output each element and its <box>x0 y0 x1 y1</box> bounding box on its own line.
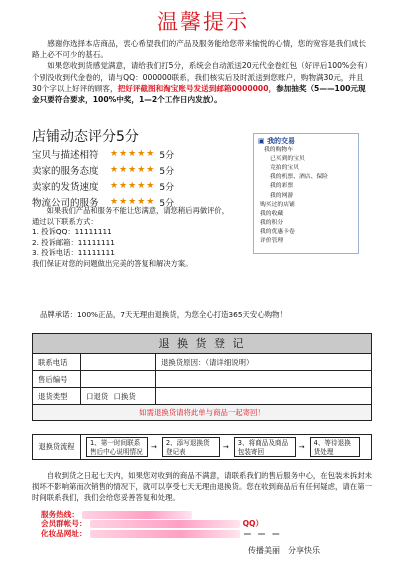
flow-step-4: 4、等待退换货处理 <box>310 437 360 457</box>
arrow-right-icon: → <box>298 443 305 451</box>
folder-icon: ▣ <box>258 137 265 145</box>
complaint-close: 我们保证对您的问题做出完美的答复和解决方案。 <box>32 258 193 268</box>
sidebar-item-coupons[interactable]: 我的优惠卡卷 <box>260 228 295 235</box>
complaint-qq: 1. 投诉QQ：11111111 <box>32 227 112 237</box>
sidebar-item-games[interactable]: 我的网游 <box>270 192 294 199</box>
shop-rating-heading: 店铺动态评分5分 <box>32 129 139 145</box>
redacted-website <box>90 530 240 538</box>
rating-score: 5分 <box>159 150 175 161</box>
star-icon: ★★★★★ <box>110 149 156 159</box>
my-trades-heading[interactable]: ▣ 我的交易 <box>258 137 296 145</box>
intro-paragraph-2 <box>32 60 372 105</box>
contact-info <box>41 510 282 538</box>
return-exchange-form <box>32 333 372 421</box>
return-flow <box>32 434 372 460</box>
sidebar-item-auction[interactable]: 竞拍的宝贝 <box>270 165 299 172</box>
return-type-label: 退货类型 <box>33 388 81 404</box>
page-title: 温馨提示 <box>157 10 249 34</box>
website-row: 化妆品网址： — — — <box>41 528 282 538</box>
star-icon: ★★★★★ <box>110 197 156 207</box>
sidebar-item-travel[interactable]: 我的机票、酒店、保险 <box>270 174 328 181</box>
complaint-phone: 3. 投诉电话：11111111 <box>32 248 115 258</box>
slogan: 传播美丽 分享快乐 <box>248 546 320 555</box>
brand-pledge: 品牌承诺：100%正品，7天无理由退换货，为您全心打造365天安心购物！ <box>40 310 287 319</box>
rating-score: 5分 <box>159 182 175 193</box>
member-group-row: 会员群帐号： QQ） <box>41 519 264 529</box>
complaint-section <box>32 206 232 270</box>
intro-screenshot-instruction: 把好评截图和淘宝账号发送到邮箱0000000， <box>117 83 277 93</box>
sidebar-item-points[interactable]: 我的积分 <box>260 219 284 226</box>
order-number-field[interactable] <box>81 371 156 387</box>
rating-label: 宝贝与描述相符 <box>32 150 99 161</box>
redacted-group <box>90 520 240 528</box>
rating-label: 物流公司的服务 <box>32 198 99 209</box>
sidebar-item-lottery[interactable]: 我的彩票 <box>270 183 294 190</box>
intro-text <box>32 38 372 105</box>
rating-label: 卖家的发货速度 <box>32 182 99 193</box>
sidebar-item-shops[interactable]: 购买过的店铺 <box>260 201 295 208</box>
hotline-row: 服务热线： <box>41 510 282 519</box>
return-type-options <box>81 388 156 404</box>
star-icon: ★★★★★ <box>110 165 156 175</box>
rating-row-service <box>32 162 202 178</box>
my-trades-panel <box>253 133 359 254</box>
form-warning: 如需退换货请将此单与商品一起寄回！ <box>33 405 371 420</box>
intro-paragraph-1: 感谢你选择本店商品，衷心希望我们的产品及服务能给您带来愉悦的心情，您的宽容是我们成长路上必不可少的基石。 <box>32 39 367 60</box>
return-reason-field[interactable] <box>156 371 371 387</box>
flow-step-3: 3、将商品及商品包装寄回 <box>234 437 296 457</box>
exchange-checkbox[interactable]: 口换货 <box>113 392 136 401</box>
form-header: 退 换 货 登 记 <box>33 334 371 354</box>
complaint-email: 2. 投诉邮箱：11111111 <box>32 237 115 247</box>
rating-label: 卖家的服务态度 <box>32 166 99 177</box>
rating-score: 5分 <box>159 166 175 177</box>
return-reason-field-extra[interactable] <box>156 388 371 404</box>
sidebar-item-favorites[interactable]: 我的收藏 <box>260 210 284 217</box>
intro-lottery-text: 参加抽奖（5——100元现金只要符合要求，100%中奖，1—2个工作日内发放）。 <box>32 83 366 105</box>
arrow-right-icon: → <box>222 443 229 451</box>
sidebar-item-reviews[interactable]: 评价管理 <box>260 238 284 245</box>
contact-phone-field[interactable] <box>81 354 156 370</box>
arrow-right-icon: → <box>151 443 157 451</box>
sidebar-item-bought[interactable]: 已买到的宝贝 <box>270 156 305 163</box>
rating-row-shipping <box>32 178 202 194</box>
flow-step-2: 2、添写退换货登记表 <box>162 437 220 457</box>
sidebar-item-cart[interactable]: 我的购物车 <box>264 147 293 154</box>
order-number-label: 售后编号 <box>33 371 81 387</box>
star-icon: ★★★★★ <box>110 181 156 191</box>
rating-score: 5分 <box>159 198 175 209</box>
flow-label: 退换货流程 <box>33 435 81 459</box>
flow-step-1: 1、第一时间联系售后中心说明情况 <box>86 437 148 457</box>
return-checkbox[interactable]: 口退货 <box>86 392 109 401</box>
return-reason-label: 退换货原因：（请详细说明） <box>161 358 254 367</box>
complaint-lead: 如果我们产品和服务不能让您满意，请您稍后再做评价，通过以下联系方式： <box>32 206 230 226</box>
contact-phone-label: 联系电话 <box>33 354 81 370</box>
return-policy-notes: 自收到货之日起七天内，如果您对收到的商品不满意，请联系我们的售后服务中心，在包装未拆封未损坏不影响第而次销售的情况下，就可以享受七天无理由退换货。您在收到商品后有任何疑虑，请在第一时间联系我们，我们会给您妥善答复和处理。 <box>32 471 372 502</box>
intro-reward-text: 如果您收到货感觉满意，请给我们打5分，系统会自动派送20元代金卷红包（好评后100%会有）个别没收到代金卷的，请与QQ：000000联系，我们核实后及时派送到您账户，购物满30元，并且30个字以上好评的顾客， <box>32 61 372 93</box>
redacted-hotline <box>82 511 192 519</box>
rating-row-description <box>32 146 202 162</box>
